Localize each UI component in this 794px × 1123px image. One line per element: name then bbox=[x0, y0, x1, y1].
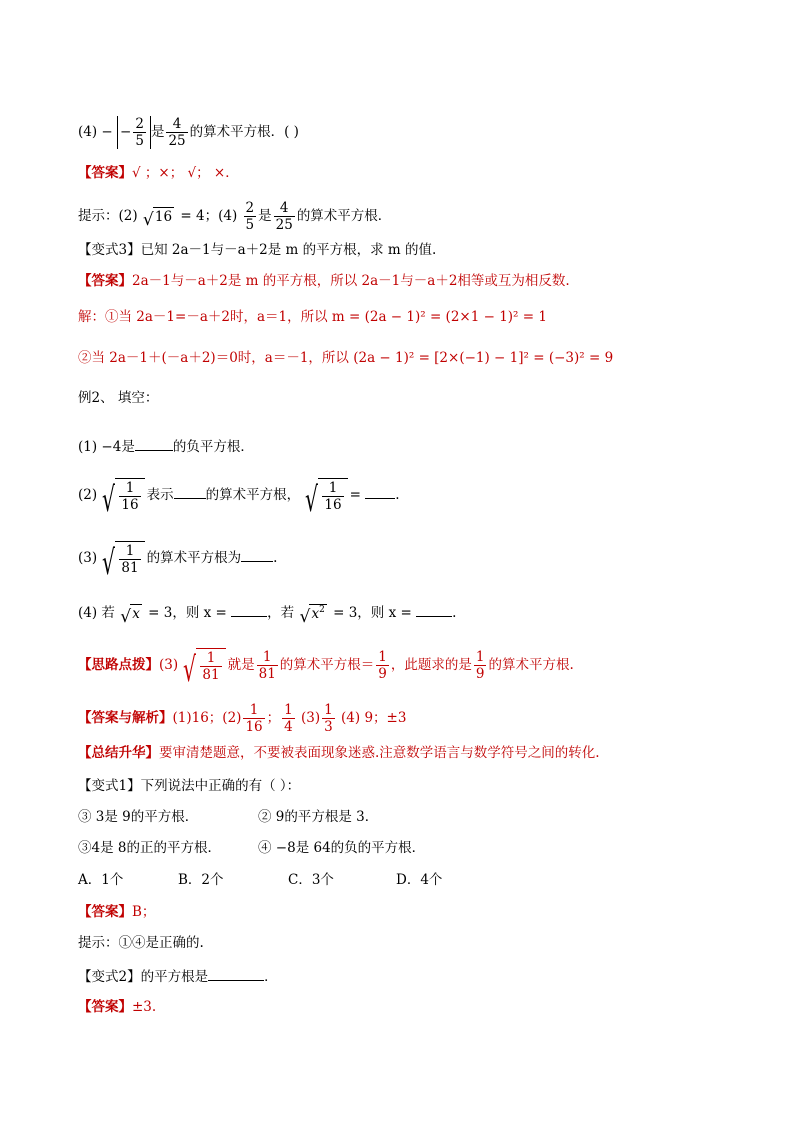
fraction-1-16 bbox=[119, 480, 140, 513]
answer-line-2 bbox=[78, 271, 570, 291]
item-text: (3) bbox=[296, 710, 321, 726]
item-4-line bbox=[78, 116, 299, 149]
statement-1: ③ 3是 9的平方根． bbox=[78, 809, 199, 825]
example-2-heading bbox=[78, 388, 158, 408]
solution-case-1 bbox=[78, 307, 547, 327]
option-d[interactable]: D．4个 bbox=[396, 872, 443, 888]
denominator: 9 bbox=[378, 666, 387, 682]
variant-3-text: 【变式3】已知 2a－1与－a＋2是 m 的平方根，求 m 的值. bbox=[78, 242, 437, 258]
answer-text: 2a－1与－a＋2是 m 的平方根，所以 2a－1与－a＋2相等或互为相反数. bbox=[132, 273, 570, 289]
denominator: 25 bbox=[168, 133, 186, 149]
denominator: 16 bbox=[245, 719, 263, 735]
denominator: 81 bbox=[258, 666, 276, 682]
sqrt-x bbox=[121, 604, 142, 624]
answer-blank[interactable] bbox=[174, 484, 206, 499]
fraction-4-25 bbox=[274, 200, 295, 233]
denominator: 25 bbox=[275, 217, 293, 233]
equals-sign: = bbox=[349, 487, 361, 503]
thinking-hint-line bbox=[78, 648, 574, 683]
fraction-1-4 bbox=[282, 702, 295, 735]
item-text: ，此题求的是 bbox=[390, 657, 472, 673]
sqrt-fraction bbox=[306, 478, 347, 513]
answer-blank[interactable] bbox=[135, 436, 173, 451]
fraction-1-81 bbox=[119, 543, 140, 576]
fraction-1-3 bbox=[322, 702, 335, 735]
item-text: 表示 bbox=[146, 487, 174, 503]
answer-blank[interactable] bbox=[208, 966, 264, 981]
numerator: √ 1 bbox=[206, 650, 216, 666]
statement-3: ③4是 8的正的平方根． bbox=[78, 840, 221, 856]
fraction-1-9 bbox=[474, 649, 487, 682]
answer-label: 【答案】 bbox=[78, 999, 132, 1015]
fill-item-1 bbox=[78, 436, 254, 457]
hint-prefix: 提示：(2) bbox=[78, 208, 138, 224]
numerator: √ 1 bbox=[328, 480, 338, 496]
fraction-2-5 bbox=[133, 116, 146, 149]
denominator: 3 bbox=[324, 719, 333, 735]
answer-text: B； bbox=[132, 904, 156, 920]
fill-item-2 bbox=[78, 478, 400, 513]
statement-row-2 bbox=[78, 838, 426, 858]
fraction-1-81 bbox=[257, 649, 278, 682]
exponent: 2 bbox=[319, 604, 325, 615]
solution-text: 解：①当 2a－1=－a＋2时，a＝1，所以 m = (2a − 1)² = (2×1 − 1)² = 1 bbox=[78, 309, 547, 325]
sqrt-fraction bbox=[184, 648, 225, 683]
radicand: x bbox=[311, 605, 320, 622]
hint-text: 提示：①④是正确的. bbox=[78, 935, 204, 951]
numerator: √ 1 bbox=[125, 480, 135, 496]
option-c[interactable]: C．3个 bbox=[288, 872, 334, 888]
variant-3-question bbox=[78, 240, 436, 260]
separator: ； bbox=[266, 710, 281, 726]
numerator: 1 bbox=[378, 649, 387, 665]
numerator: 1 bbox=[324, 702, 333, 718]
hint-label: 【思路点拨】 bbox=[78, 657, 159, 673]
item-text: 的负平方根． bbox=[172, 439, 254, 455]
fill-item-4 bbox=[78, 602, 456, 624]
hint-line-1 bbox=[78, 200, 391, 233]
sqrt-fraction bbox=[103, 478, 144, 513]
fraction-4-25 bbox=[166, 116, 187, 149]
answer-blank[interactable] bbox=[241, 547, 273, 562]
is-text: 是 bbox=[150, 124, 165, 140]
statement-4: ④ −8是 64的负的平方根． bbox=[258, 840, 426, 856]
numerator: 1 bbox=[475, 649, 485, 665]
item-text: ，若 bbox=[267, 605, 295, 621]
denominator: 4 bbox=[284, 719, 293, 735]
item-number: (2) bbox=[78, 487, 98, 503]
item-text: 的算术平方根， bbox=[205, 487, 301, 503]
item-number: (4) bbox=[78, 124, 98, 140]
inner-minus: − bbox=[120, 124, 132, 140]
numerator: 1 bbox=[249, 702, 259, 718]
answer-line-1 bbox=[78, 163, 239, 183]
answer-blank[interactable] bbox=[231, 602, 267, 617]
fraction-2-5 bbox=[244, 200, 257, 233]
absolute-value bbox=[117, 116, 151, 149]
period: . bbox=[395, 487, 400, 503]
solution-text: ②当 2a－1＋(－a＋2)＝0时，a＝－1，所以 (2a − 1)² = [2×(−1) − 1]² = (−3)² = 9 bbox=[78, 350, 614, 366]
fraction-1-9 bbox=[376, 649, 389, 682]
answer-line-3 bbox=[78, 902, 155, 922]
item-text: (1)16；(2) bbox=[172, 710, 242, 726]
numerator: 4 bbox=[172, 116, 182, 132]
item-tail: 的算术平方根．( ) bbox=[189, 124, 299, 140]
answer-analysis-line bbox=[78, 702, 406, 735]
denominator: 9 bbox=[475, 666, 485, 682]
variant-2-question bbox=[78, 966, 278, 987]
denominator: 81 bbox=[121, 560, 139, 576]
numerator: 4 bbox=[279, 200, 289, 216]
hint-line-2 bbox=[78, 933, 204, 953]
item-text: 的算术平方根. bbox=[488, 657, 574, 673]
statement-2: ② 9的平方根是 3． bbox=[258, 809, 379, 825]
item-number: (3) bbox=[159, 657, 179, 673]
answer-label: 【答案与解析】 bbox=[78, 710, 173, 726]
answer-text: √ ；×； √； ×． bbox=[132, 165, 239, 181]
fraction-1-16 bbox=[322, 480, 343, 513]
answer-label: 【答案】 bbox=[78, 273, 132, 289]
numerator: 2 bbox=[245, 200, 255, 216]
solution-case-2 bbox=[78, 348, 613, 368]
answer-line-4 bbox=[78, 997, 156, 1017]
answer-blank[interactable] bbox=[416, 602, 452, 617]
example-heading-text: 例2、 填空： bbox=[78, 390, 159, 406]
item-text: (1) −4是 bbox=[78, 439, 135, 455]
sqrt-x-squared bbox=[300, 604, 326, 624]
period: . bbox=[452, 605, 457, 621]
numerator: √ 1 bbox=[125, 543, 135, 559]
item-text: (4) 若 bbox=[78, 605, 115, 621]
denominator: 16 bbox=[324, 497, 342, 513]
sqrt-fraction bbox=[103, 541, 144, 576]
minus-sign: − bbox=[101, 124, 113, 140]
item-text: 的算术平方根为 bbox=[146, 550, 242, 566]
item-text: = 3，则 x = bbox=[333, 605, 412, 621]
fill-item-3 bbox=[78, 541, 277, 576]
option-b[interactable]: B．2个 bbox=[178, 872, 224, 888]
denominator: 81 bbox=[202, 667, 220, 683]
option-a[interactable]: A．1个 bbox=[78, 872, 124, 888]
item-text: 就是 bbox=[227, 657, 255, 673]
period: . bbox=[273, 550, 278, 566]
hint-mid: = 4；(4) bbox=[180, 208, 238, 224]
variant-1-question bbox=[78, 776, 300, 796]
answer-label: 【答案】 bbox=[78, 904, 132, 920]
answer-blank[interactable] bbox=[365, 484, 395, 499]
answer-label: 【答案】 bbox=[78, 165, 132, 181]
denominator: 5 bbox=[135, 133, 144, 149]
numerator: 1 bbox=[262, 649, 272, 665]
summary-text: 要审清楚题意，不要被表面现象迷惑.注意数学语言与数学符号之间的转化. bbox=[159, 745, 600, 761]
fraction-1-81 bbox=[200, 650, 221, 683]
item-text: 的算术平方根＝ bbox=[279, 657, 375, 673]
denominator: 16 bbox=[121, 497, 139, 513]
numerator: 1 bbox=[284, 702, 293, 718]
summary-label: 【总结升华】 bbox=[78, 745, 159, 761]
is-text: 是 bbox=[258, 208, 272, 224]
denominator: 5 bbox=[245, 217, 255, 233]
variant-2-text: 【变式2】的平方根是 bbox=[78, 969, 209, 985]
statement-row-1 bbox=[78, 807, 379, 827]
answer-text: ±3. bbox=[132, 999, 157, 1015]
period: ． bbox=[264, 969, 278, 985]
radicand: x bbox=[132, 605, 140, 622]
item-text: = 3，则 x = bbox=[148, 605, 227, 621]
radicand: 16 bbox=[154, 208, 173, 225]
item-text: (4) 9；±3 bbox=[336, 710, 407, 726]
sqrt-16 bbox=[144, 207, 174, 227]
item-number: (3) bbox=[78, 550, 98, 566]
summary-line bbox=[78, 743, 600, 763]
variant-1-text: 【变式1】下列说法中正确的有（ ）： bbox=[78, 778, 301, 794]
hint-tail: 的算术平方根． bbox=[296, 208, 392, 224]
fraction-1-16 bbox=[243, 702, 264, 735]
numerator: 2 bbox=[135, 116, 144, 132]
